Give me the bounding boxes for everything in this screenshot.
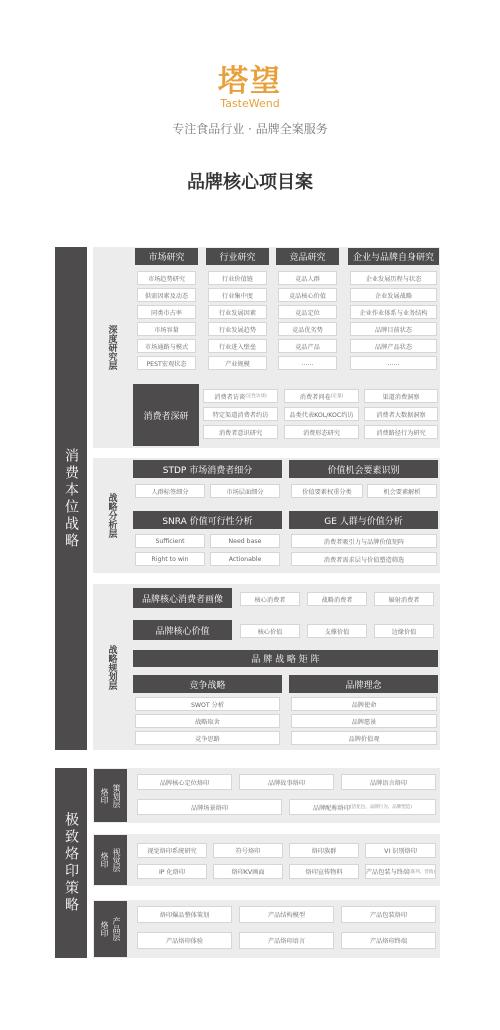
consumer-research-header: 消费者深研 xyxy=(133,384,199,446)
page-title: 品牌核心项目案 xyxy=(187,172,313,193)
visual-imprint-item: 烙印宣传物料 xyxy=(289,864,359,879)
product-layer-label: 烙印 产品层 xyxy=(94,901,127,957)
snra-item: Actionable xyxy=(210,552,280,566)
core-value-item: 支撑价值 xyxy=(307,624,367,638)
research-item: 行业集中度 xyxy=(208,288,267,302)
left-top-column xyxy=(55,247,87,750)
research-item: 行业进入壁垒 xyxy=(208,339,267,353)
strategy-imprint-item: 品牌故事烙印 xyxy=(239,774,334,790)
strategy-layer-label: 烙印 策划层 xyxy=(94,769,127,822)
persona-header: 品牌核心消费者画像 xyxy=(133,588,232,608)
industry-research-header: 行业研究 xyxy=(206,248,269,265)
research-item: 同类市占率 xyxy=(137,305,196,319)
core-value-item: 边缘价值 xyxy=(374,624,434,638)
research-item: 企业作业体系与业务结构 xyxy=(350,305,437,319)
strategy-imprint-item: 品牌语言烙印 xyxy=(341,774,436,790)
product-imprint-item: 产品烙印体验 xyxy=(137,932,232,949)
compete-item: 竞争思路 xyxy=(135,731,280,745)
research-item: 市场通路与模式 xyxy=(137,339,196,353)
product-imprint-item: 产品包装烙印 xyxy=(341,906,436,923)
ge-item: 消费者吸引力与品牌价值矩阵 xyxy=(291,534,437,548)
strategy-imprint-item: 品牌场景烙印 xyxy=(137,799,282,815)
competitor-research-header: 竞品研究 xyxy=(276,248,339,265)
product-imprint-item: 产品烙印终端 xyxy=(341,932,436,949)
research-item: 竞品核心价值 xyxy=(278,288,337,302)
ge-header: GE 人群与价值分析 xyxy=(289,511,438,529)
compete-item: 战略取舍 xyxy=(135,714,280,728)
research-item: 行业发展趋势 xyxy=(208,322,267,336)
research-item: …… xyxy=(350,356,437,370)
visual-imprint-item: VI 识别烙印 xyxy=(365,843,436,858)
visual-imprint-item: 烙印族群 xyxy=(289,843,359,858)
research-item: 竞品优劣势 xyxy=(278,322,337,336)
strategy-imprint-item: 品牌核心定位烙印 xyxy=(137,774,232,790)
snra-item: Sufficient xyxy=(135,534,205,548)
value-opportunity-header: 价值机会要素识别 xyxy=(289,460,438,478)
left-bottom-column xyxy=(55,768,87,958)
strategy-imprint-item: 品牌配称烙印 (活化包、品牌行为、品牌塑造) xyxy=(289,799,436,815)
left-top-label: 消费本位战略 xyxy=(63,447,79,550)
research-item: 企业发展战略 xyxy=(350,288,437,302)
market-research-header: 市场研究 xyxy=(135,248,198,265)
research-item: 企业发展历程与状态 xyxy=(350,271,437,285)
compete-strategy-header: 竞争战略 xyxy=(133,675,282,693)
research-item: 行业发展因素 xyxy=(208,305,267,319)
ge-item: 消费者需求层与价值塑造筛选 xyxy=(291,552,437,566)
tagline: 专注食品行业 · 品牌全案服务 xyxy=(172,122,328,136)
research-item: 行业价值链 xyxy=(208,271,267,285)
visual-layer-label: 烙印 视觉层 xyxy=(94,835,127,885)
research-item: PEST宏观状态 xyxy=(137,356,196,370)
logo-en: TasteWend xyxy=(220,97,280,110)
consumer-research-item: 消费路径行为研究 xyxy=(364,425,438,439)
idea-item: 品牌使命 xyxy=(291,697,437,711)
idea-item: 品牌价值观 xyxy=(291,731,437,745)
consumer-research-item: 消费者意识研究 xyxy=(203,425,278,439)
logo xyxy=(205,66,295,118)
stdp-item: 市场层面细分 xyxy=(210,484,280,498)
compete-item: SWOT 分析 xyxy=(135,697,280,711)
persona-item: 辐射消费者 xyxy=(374,592,434,606)
visual-imprint-item: 产品包装与终端 (陈列、营销) xyxy=(365,864,436,879)
research-item: 市场趋势研究 xyxy=(137,271,196,285)
research-item: 品牌产品状态 xyxy=(350,339,437,353)
value-item: 机会要素解析 xyxy=(367,484,437,498)
research-item: 产业规模 xyxy=(208,356,267,370)
core-value-header: 品牌核心价值 xyxy=(133,620,232,640)
value-item: 价值要素权重分类 xyxy=(291,484,363,498)
product-imprint-item: 烙印爆品整体策划 xyxy=(137,906,232,923)
research-item: 供需因素及动态 xyxy=(137,288,196,302)
product-imprint-item: 产品结构模型 xyxy=(239,906,334,923)
research-item: …… xyxy=(278,356,337,370)
consumer-research-item: 消费形态研究 xyxy=(284,425,359,439)
logo-cn: 塔望 xyxy=(218,64,282,99)
research-item: 竞品人群 xyxy=(278,271,337,285)
visual-imprint-item: IP 化烙印 xyxy=(137,864,207,879)
snra-item: Need base xyxy=(210,534,280,548)
research-item: 品牌目前状态 xyxy=(350,322,437,336)
consumer-research-item: 消费者大数据洞察 xyxy=(364,407,438,421)
planning-layer-label: 战略规划层 xyxy=(106,644,117,690)
strategy-matrix-bar: 品 牌 战 略 矩 阵 xyxy=(133,650,438,667)
consumer-interview: 消费者访谈 (定性访谈) xyxy=(203,389,278,403)
snra-item: Right to win xyxy=(135,552,205,566)
consumer-questionnaire: 消费者问卷 (定量) xyxy=(284,389,359,403)
stdp-header: STDP 市场消费者细分 xyxy=(133,460,282,478)
snra-header: SNRA 价值可行性分析 xyxy=(133,511,282,529)
deep-layer-label: 深度研究层 xyxy=(106,325,117,370)
consumer-research-item: 品类代表KOL/KOC约访 xyxy=(284,407,359,421)
visual-imprint-item: 视觉烙印系统研究 xyxy=(137,843,207,858)
core-value-item: 核心价值 xyxy=(240,624,300,638)
visual-imprint-item: 符号烙印 xyxy=(213,843,283,858)
visual-imprint-item: 烙印KV画面 xyxy=(213,864,283,879)
channel-insight: 渠道消费洞察 xyxy=(364,389,438,403)
research-item: 竞品定位 xyxy=(278,305,337,319)
stdp-item: 人群标签细分 xyxy=(135,484,205,498)
research-item: 竞品产品 xyxy=(278,339,337,353)
left-bottom-label: 极致烙印策略 xyxy=(63,812,79,914)
persona-item: 战略消费者 xyxy=(307,592,367,606)
enterprise-research-header: 企业与品牌自身研究 xyxy=(348,248,439,265)
brand-idea-header: 品牌理念 xyxy=(289,675,438,693)
analysis-layer-label: 战略分析层 xyxy=(106,493,117,538)
product-imprint-item: 产品烙印语言 xyxy=(239,932,334,949)
consumer-research-item: 特定渠道消费者约访 xyxy=(203,407,278,421)
idea-item: 品牌愿景 xyxy=(291,714,437,728)
research-item: 市场容量 xyxy=(137,322,196,336)
persona-item: 核心消费者 xyxy=(240,592,300,606)
